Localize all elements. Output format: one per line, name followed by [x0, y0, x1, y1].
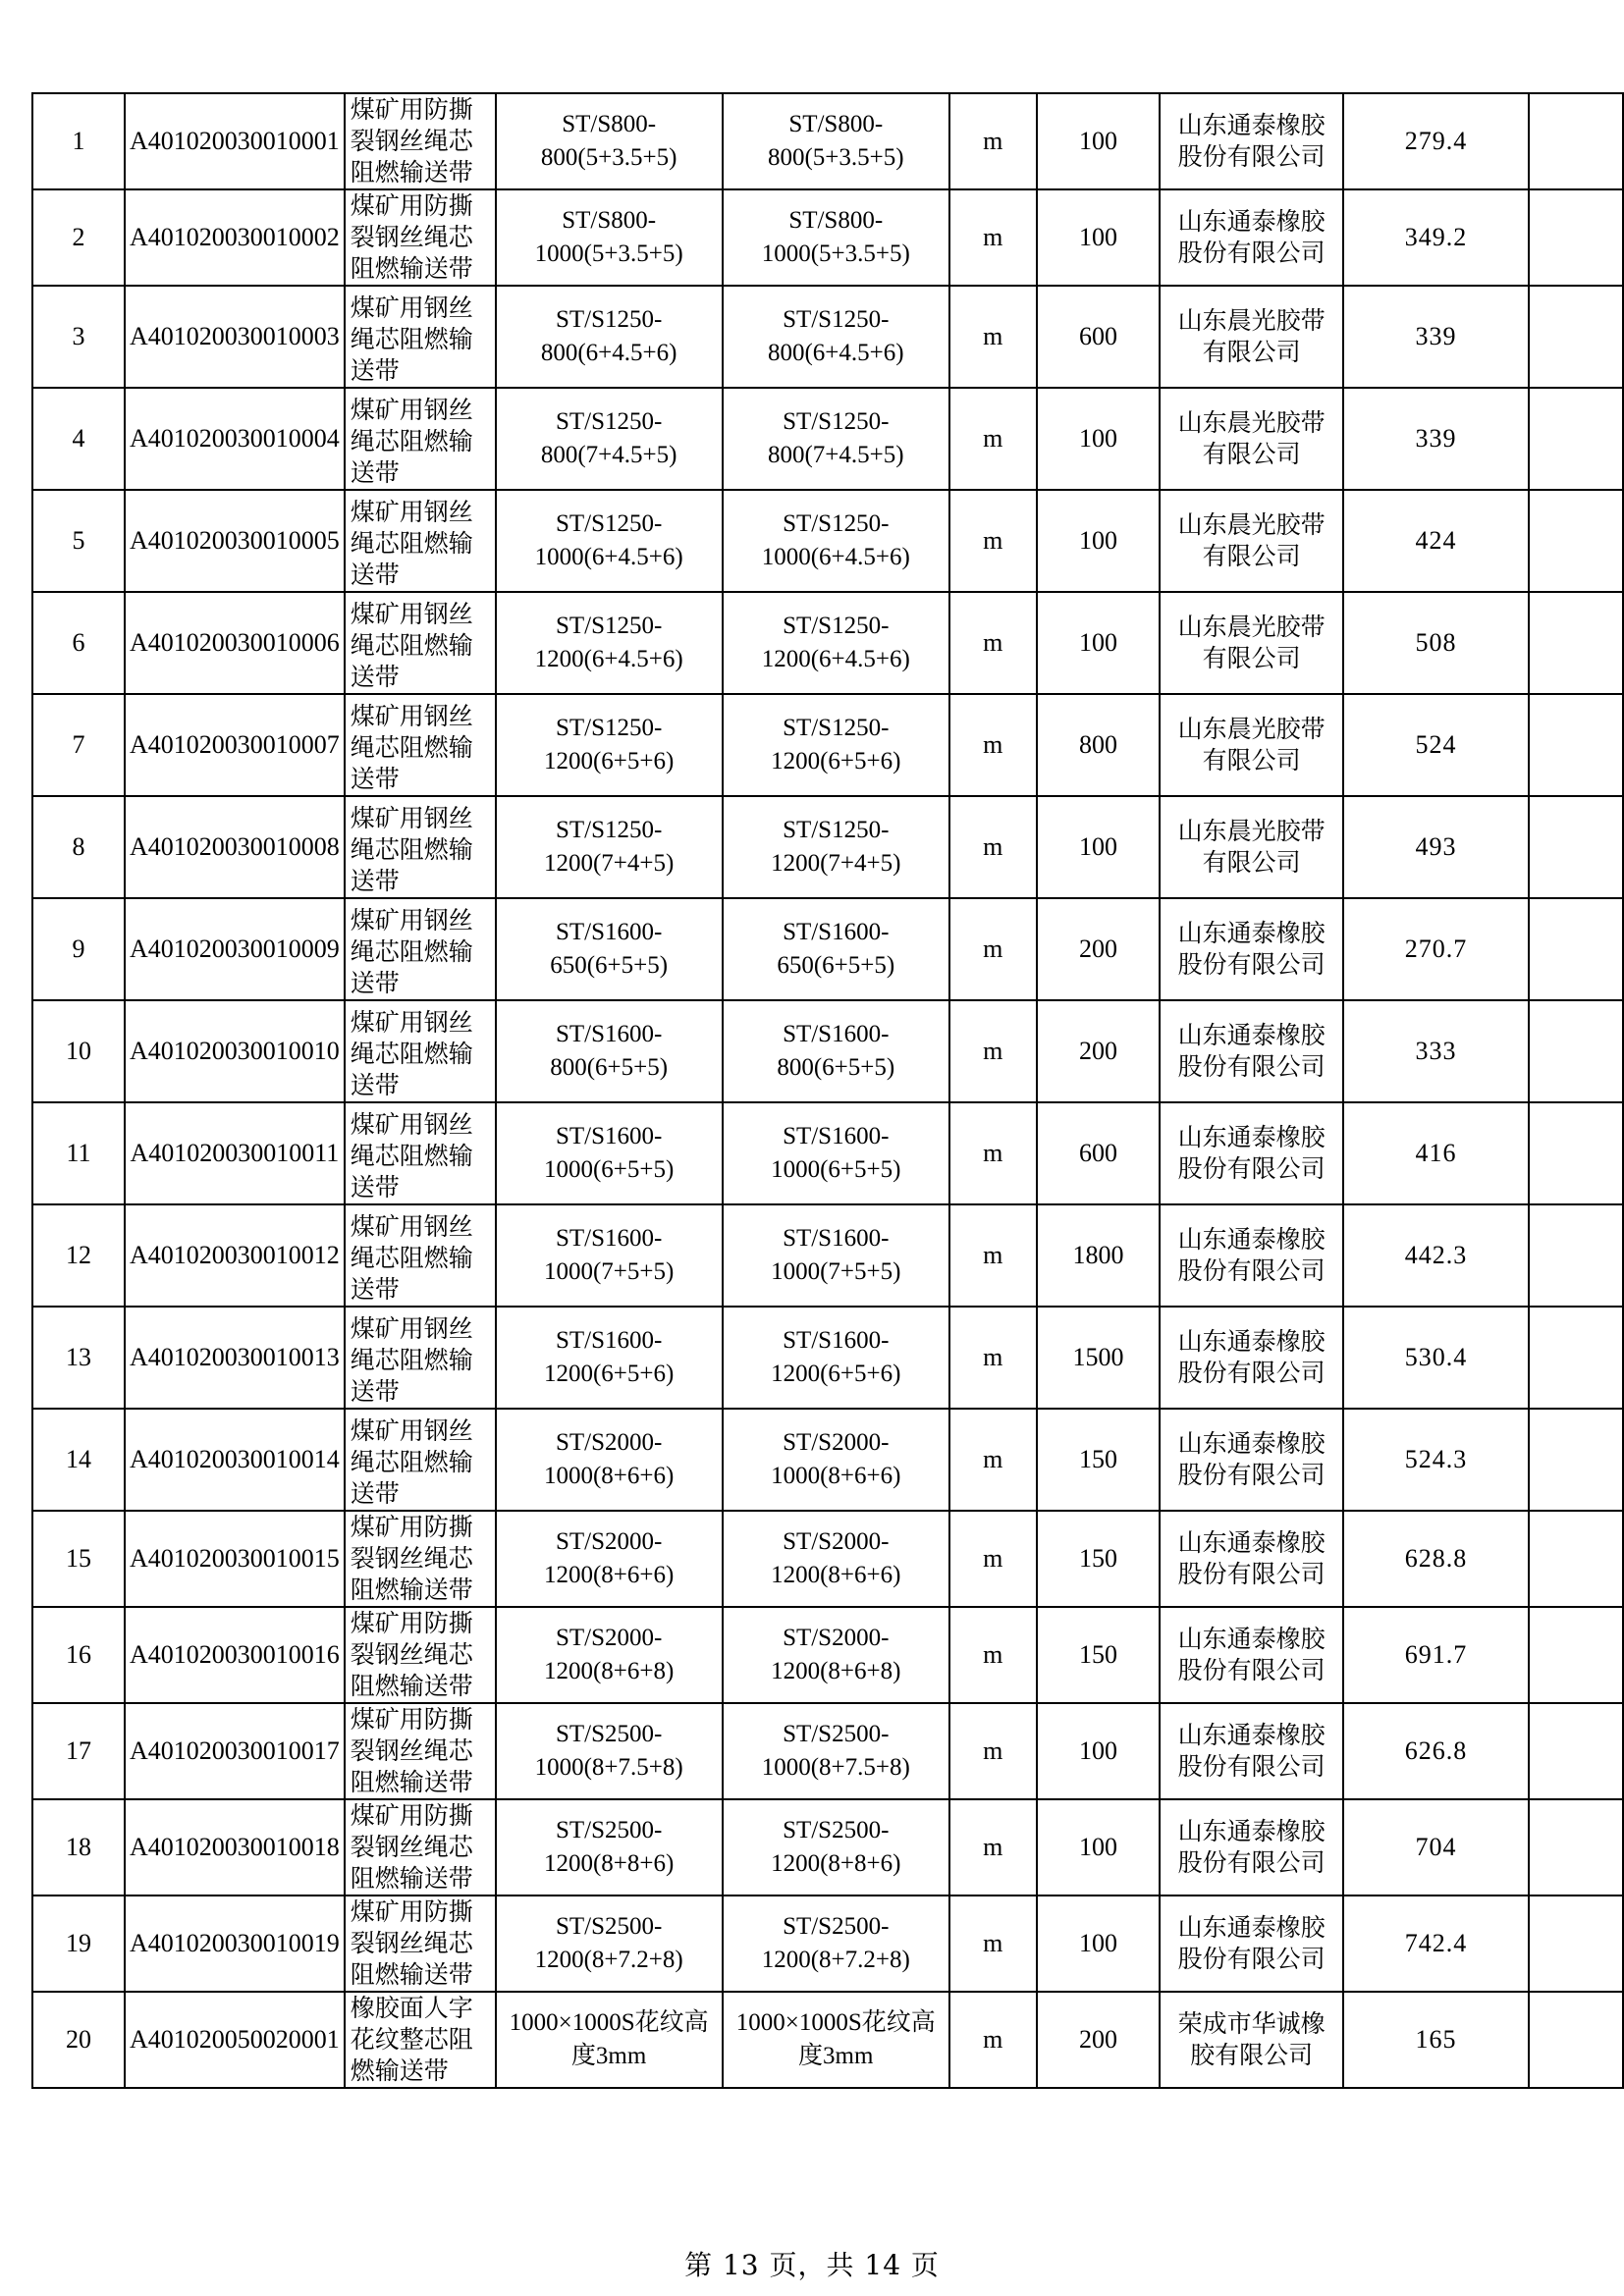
- cell-spec-model-alt: ST/S1600-800(6+5+5): [723, 1000, 949, 1102]
- table-row: [32, 1204, 1623, 1307]
- cell-quantity: 150: [1037, 1409, 1161, 1511]
- cell-remark: [1529, 1511, 1623, 1607]
- cell-unit-price: 424: [1343, 490, 1529, 592]
- table-row: [32, 796, 1623, 898]
- table-row: [32, 93, 1623, 189]
- cell-unit: m: [949, 1000, 1037, 1102]
- cell-material-code: A401020030010011: [125, 1102, 345, 1204]
- cell-material-code: A401020030010009: [125, 898, 345, 1000]
- cell-spec-model-alt: ST/S1600-1000(7+5+5): [723, 1204, 949, 1307]
- cell-unit-price: 333: [1343, 1000, 1529, 1102]
- cell-unit-price: 339: [1343, 388, 1529, 490]
- cell-unit: m: [949, 1511, 1037, 1607]
- cell-unit: m: [949, 796, 1037, 898]
- table-row: [32, 490, 1623, 592]
- cell-manufacturer: 山东晨光胶带有限公司: [1160, 796, 1343, 898]
- cell-unit: m: [949, 189, 1037, 286]
- cell-remark: [1529, 189, 1623, 286]
- cell-material-name: 煤矿用钢丝绳芯阻燃输送带: [345, 1307, 496, 1409]
- cell-spec-model: ST/S1600-1200(6+5+6): [496, 1307, 723, 1409]
- cell-unit-price: 416: [1343, 1102, 1529, 1204]
- cell-unit-price: 626.8: [1343, 1703, 1529, 1799]
- table-row: [32, 1000, 1623, 1102]
- cell-manufacturer: 山东通泰橡胶股份有限公司: [1160, 1607, 1343, 1703]
- cell-unit: m: [949, 1703, 1037, 1799]
- cell-material-code: A401020030010001: [125, 93, 345, 189]
- cell-quantity: 200: [1037, 898, 1161, 1000]
- cell-material-name: 煤矿用钢丝绳芯阻燃输送带: [345, 388, 496, 490]
- cell-material-name: 煤矿用钢丝绳芯阻燃输送带: [345, 1409, 496, 1511]
- cell-spec-model-alt: ST/S1250-800(6+4.5+6): [723, 286, 949, 388]
- cell-unit: m: [949, 1992, 1037, 2088]
- table-row: [32, 388, 1623, 490]
- cell-material-name: 煤矿用防撕裂钢丝绳芯阻燃输送带: [345, 93, 496, 189]
- table-row: [32, 1607, 1623, 1703]
- page-footer: 第 13 页，共 14 页: [684, 2249, 940, 2281]
- cell-manufacturer: 山东通泰橡胶股份有限公司: [1160, 1703, 1343, 1799]
- cell-remark: [1529, 694, 1623, 796]
- cell-quantity: 150: [1037, 1511, 1161, 1607]
- cell-spec-model-alt: ST/S2000-1200(8+6+8): [723, 1607, 949, 1703]
- cell-spec-model-alt: ST/S1600-1000(6+5+5): [723, 1102, 949, 1204]
- cell-quantity: 800: [1037, 694, 1161, 796]
- cell-manufacturer: 山东通泰橡胶股份有限公司: [1160, 1307, 1343, 1409]
- cell-spec-model-alt: ST/S2500-1200(8+8+6): [723, 1799, 949, 1896]
- cell-material-code: A401020030010007: [125, 694, 345, 796]
- cell-quantity: 100: [1037, 388, 1161, 490]
- cell-quantity: 1800: [1037, 1204, 1161, 1307]
- cell-row-number: 15: [32, 1511, 125, 1607]
- cell-quantity: 100: [1037, 1799, 1161, 1896]
- cell-unit-price: 691.7: [1343, 1607, 1529, 1703]
- cell-manufacturer: 山东通泰橡胶股份有限公司: [1160, 1204, 1343, 1307]
- table-row: [32, 592, 1623, 694]
- cell-spec-model: ST/S1250-1200(6+4.5+6): [496, 592, 723, 694]
- cell-quantity: 100: [1037, 93, 1161, 189]
- table-row: [32, 286, 1623, 388]
- cell-unit: m: [949, 93, 1037, 189]
- cell-unit-price: 349.2: [1343, 189, 1529, 286]
- table-row: [32, 1307, 1623, 1409]
- cell-unit-price: 704: [1343, 1799, 1529, 1896]
- cell-spec-model: 1000×1000S花纹高度3mm: [496, 1992, 723, 2088]
- cell-spec-model-alt: ST/S1250-1000(6+4.5+6): [723, 490, 949, 592]
- cell-remark: [1529, 1703, 1623, 1799]
- cell-material-name: 煤矿用防撕裂钢丝绳芯阻燃输送带: [345, 1896, 496, 1992]
- cell-material-name: 橡胶面人字花纹整芯阻燃输送带: [345, 1992, 496, 2088]
- cell-material-code: A401020030010018: [125, 1799, 345, 1896]
- cell-material-name: 煤矿用防撕裂钢丝绳芯阻燃输送带: [345, 1607, 496, 1703]
- cell-row-number: 19: [32, 1896, 125, 1992]
- table-row: [32, 694, 1623, 796]
- cell-unit: m: [949, 898, 1037, 1000]
- cell-manufacturer: 山东通泰橡胶股份有限公司: [1160, 93, 1343, 189]
- cell-spec-model-alt: ST/S1250-800(7+4.5+5): [723, 388, 949, 490]
- cell-material-code: A401020030010019: [125, 1896, 345, 1992]
- cell-material-name: 煤矿用钢丝绳芯阻燃输送带: [345, 286, 496, 388]
- cell-unit-price: 442.3: [1343, 1204, 1529, 1307]
- cell-material-name: 煤矿用防撕裂钢丝绳芯阻燃输送带: [345, 189, 496, 286]
- cell-spec-model: ST/S2000-1000(8+6+6): [496, 1409, 723, 1511]
- cell-remark: [1529, 592, 1623, 694]
- cell-manufacturer: 山东通泰橡胶股份有限公司: [1160, 1409, 1343, 1511]
- cell-spec-model: ST/S1250-1000(6+4.5+6): [496, 490, 723, 592]
- cell-manufacturer: 山东晨光胶带有限公司: [1160, 388, 1343, 490]
- cell-material-name: 煤矿用钢丝绳芯阻燃输送带: [345, 1204, 496, 1307]
- cell-remark: [1529, 388, 1623, 490]
- cell-row-number: 10: [32, 1000, 125, 1102]
- cell-spec-model-alt: ST/S1250-1200(6+5+6): [723, 694, 949, 796]
- cell-remark: [1529, 1992, 1623, 2088]
- cell-spec-model-alt: ST/S1250-1200(6+4.5+6): [723, 592, 949, 694]
- cell-material-code: A401020030010005: [125, 490, 345, 592]
- cell-remark: [1529, 286, 1623, 388]
- cell-material-code: A401020030010002: [125, 189, 345, 286]
- cell-row-number: 7: [32, 694, 125, 796]
- cell-spec-model-alt: 1000×1000S花纹高度3mm: [723, 1992, 949, 2088]
- cell-spec-model: ST/S800-1000(5+3.5+5): [496, 189, 723, 286]
- cell-material-name: 煤矿用防撕裂钢丝绳芯阻燃输送带: [345, 1799, 496, 1896]
- cell-spec-model: ST/S1250-1200(7+4+5): [496, 796, 723, 898]
- cell-quantity: 1500: [1037, 1307, 1161, 1409]
- cell-manufacturer: 荣成市华诚橡胶有限公司: [1160, 1992, 1343, 2088]
- cell-unit-price: 628.8: [1343, 1511, 1529, 1607]
- cell-row-number: 12: [32, 1204, 125, 1307]
- table-row: [32, 1703, 1623, 1799]
- cell-material-code: A401020050020001: [125, 1992, 345, 2088]
- cell-spec-model: ST/S1250-1200(6+5+6): [496, 694, 723, 796]
- cell-unit: m: [949, 1307, 1037, 1409]
- table-body: [32, 93, 1623, 2088]
- cell-unit-price: 742.4: [1343, 1896, 1529, 1992]
- cell-spec-model: ST/S2000-1200(8+6+6): [496, 1511, 723, 1607]
- cell-quantity: 600: [1037, 1102, 1161, 1204]
- cell-material-name: 煤矿用钢丝绳芯阻燃输送带: [345, 1000, 496, 1102]
- cell-remark: [1529, 490, 1623, 592]
- cell-unit: m: [949, 490, 1037, 592]
- cell-remark: [1529, 1000, 1623, 1102]
- cell-material-code: A401020030010015: [125, 1511, 345, 1607]
- table-row: [32, 1102, 1623, 1204]
- cell-material-code: A401020030010017: [125, 1703, 345, 1799]
- cell-spec-model-alt: ST/S1600-650(6+5+5): [723, 898, 949, 1000]
- cell-unit-price: 165: [1343, 1992, 1529, 2088]
- cell-manufacturer: 山东通泰橡胶股份有限公司: [1160, 1799, 1343, 1896]
- cell-manufacturer: 山东通泰橡胶股份有限公司: [1160, 189, 1343, 286]
- cell-spec-model-alt: ST/S1250-1200(7+4+5): [723, 796, 949, 898]
- cell-unit: m: [949, 1607, 1037, 1703]
- cell-manufacturer: 山东晨光胶带有限公司: [1160, 592, 1343, 694]
- cell-spec-model-alt: ST/S2000-1000(8+6+6): [723, 1409, 949, 1511]
- cell-remark: [1529, 1102, 1623, 1204]
- cell-quantity: 100: [1037, 1896, 1161, 1992]
- cell-unit-price: 493: [1343, 796, 1529, 898]
- cell-row-number: 1: [32, 93, 125, 189]
- cell-material-name: 煤矿用钢丝绳芯阻燃输送带: [345, 694, 496, 796]
- cell-quantity: 150: [1037, 1607, 1161, 1703]
- cell-unit: m: [949, 694, 1037, 796]
- cell-quantity: 600: [1037, 286, 1161, 388]
- cell-manufacturer: 山东晨光胶带有限公司: [1160, 286, 1343, 388]
- cell-remark: [1529, 1607, 1623, 1703]
- cell-material-code: A401020030010012: [125, 1204, 345, 1307]
- cell-quantity: 100: [1037, 1703, 1161, 1799]
- cell-unit-price: 530.4: [1343, 1307, 1529, 1409]
- cell-unit: m: [949, 388, 1037, 490]
- cell-material-name: 煤矿用防撕裂钢丝绳芯阻燃输送带: [345, 1511, 496, 1607]
- cell-material-name: 煤矿用钢丝绳芯阻燃输送带: [345, 796, 496, 898]
- cell-remark: [1529, 1307, 1623, 1409]
- cell-unit-price: 524.3: [1343, 1409, 1529, 1511]
- cell-quantity: 100: [1037, 189, 1161, 286]
- cell-manufacturer: 山东通泰橡胶股份有限公司: [1160, 898, 1343, 1000]
- cell-spec-model: ST/S1600-800(6+5+5): [496, 1000, 723, 1102]
- cell-unit: m: [949, 1204, 1037, 1307]
- cell-manufacturer: 山东通泰橡胶股份有限公司: [1160, 1511, 1343, 1607]
- cell-manufacturer: 山东通泰橡胶股份有限公司: [1160, 1896, 1343, 1992]
- cell-remark: [1529, 1204, 1623, 1307]
- cell-row-number: 6: [32, 592, 125, 694]
- cell-material-code: A401020030010016: [125, 1607, 345, 1703]
- cell-spec-model: ST/S1600-1000(7+5+5): [496, 1204, 723, 1307]
- cell-remark: [1529, 93, 1623, 189]
- cell-manufacturer: 山东晨光胶带有限公司: [1160, 490, 1343, 592]
- cell-material-code: A401020030010013: [125, 1307, 345, 1409]
- cell-material-code: A401020030010004: [125, 388, 345, 490]
- cell-row-number: 11: [32, 1102, 125, 1204]
- cell-spec-model-alt: ST/S2000-1200(8+6+6): [723, 1511, 949, 1607]
- cell-spec-model-alt: ST/S800-800(5+3.5+5): [723, 93, 949, 189]
- cell-material-name: 煤矿用钢丝绳芯阻燃输送带: [345, 592, 496, 694]
- cell-quantity: 100: [1037, 796, 1161, 898]
- table-row: [32, 1511, 1623, 1607]
- cell-quantity: 100: [1037, 592, 1161, 694]
- cell-spec-model-alt: ST/S1600-1200(6+5+6): [723, 1307, 949, 1409]
- cell-remark: [1529, 796, 1623, 898]
- cell-unit-price: 270.7: [1343, 898, 1529, 1000]
- cell-remark: [1529, 898, 1623, 1000]
- cell-remark: [1529, 1896, 1623, 1992]
- cell-material-name: 煤矿用钢丝绳芯阻燃输送带: [345, 1102, 496, 1204]
- cell-unit: m: [949, 1896, 1037, 1992]
- cell-remark: [1529, 1799, 1623, 1896]
- price-table: [31, 92, 1624, 2089]
- cell-spec-model-alt: ST/S2500-1200(8+7.2+8): [723, 1896, 949, 1992]
- cell-spec-model: ST/S1600-650(6+5+5): [496, 898, 723, 1000]
- cell-manufacturer: 山东通泰橡胶股份有限公司: [1160, 1102, 1343, 1204]
- cell-row-number: 8: [32, 796, 125, 898]
- cell-unit: m: [949, 1409, 1037, 1511]
- cell-row-number: 20: [32, 1992, 125, 2088]
- cell-row-number: 3: [32, 286, 125, 388]
- cell-manufacturer: 山东晨光胶带有限公司: [1160, 694, 1343, 796]
- cell-material-code: A401020030010014: [125, 1409, 345, 1511]
- cell-unit: m: [949, 286, 1037, 388]
- cell-spec-model: ST/S2500-1000(8+7.5+8): [496, 1703, 723, 1799]
- cell-material-code: A401020030010003: [125, 286, 345, 388]
- cell-material-code: A401020030010010: [125, 1000, 345, 1102]
- cell-row-number: 5: [32, 490, 125, 592]
- cell-quantity: 200: [1037, 1000, 1161, 1102]
- table-row: [32, 1992, 1623, 2088]
- cell-manufacturer: 山东通泰橡胶股份有限公司: [1160, 1000, 1343, 1102]
- table-row: [32, 189, 1623, 286]
- cell-spec-model: ST/S800-800(5+3.5+5): [496, 93, 723, 189]
- cell-spec-model: ST/S1250-800(6+4.5+6): [496, 286, 723, 388]
- cell-remark: [1529, 1409, 1623, 1511]
- cell-spec-model: ST/S2500-1200(8+8+6): [496, 1799, 723, 1896]
- cell-quantity: 100: [1037, 490, 1161, 592]
- table-row: [32, 1799, 1623, 1896]
- cell-unit-price: 524: [1343, 694, 1529, 796]
- cell-row-number: 2: [32, 189, 125, 286]
- cell-row-number: 18: [32, 1799, 125, 1896]
- cell-unit: m: [949, 1102, 1037, 1204]
- cell-material-name: 煤矿用防撕裂钢丝绳芯阻燃输送带: [345, 1703, 496, 1799]
- cell-row-number: 14: [32, 1409, 125, 1511]
- table-row: [32, 1896, 1623, 1992]
- cell-quantity: 200: [1037, 1992, 1161, 2088]
- cell-material-name: 煤矿用钢丝绳芯阻燃输送带: [345, 898, 496, 1000]
- cell-unit-price: 508: [1343, 592, 1529, 694]
- cell-material-code: A401020030010006: [125, 592, 345, 694]
- cell-row-number: 9: [32, 898, 125, 1000]
- cell-spec-model: ST/S1600-1000(6+5+5): [496, 1102, 723, 1204]
- cell-spec-model: ST/S1250-800(7+4.5+5): [496, 388, 723, 490]
- cell-spec-model: ST/S2500-1200(8+7.2+8): [496, 1896, 723, 1992]
- cell-unit: m: [949, 1799, 1037, 1896]
- cell-unit-price: 339: [1343, 286, 1529, 388]
- cell-spec-model-alt: ST/S2500-1000(8+7.5+8): [723, 1703, 949, 1799]
- cell-material-code: A401020030010008: [125, 796, 345, 898]
- cell-spec-model: ST/S2000-1200(8+6+8): [496, 1607, 723, 1703]
- cell-row-number: 16: [32, 1607, 125, 1703]
- cell-row-number: 4: [32, 388, 125, 490]
- cell-spec-model-alt: ST/S800-1000(5+3.5+5): [723, 189, 949, 286]
- table-row: [32, 898, 1623, 1000]
- cell-material-name: 煤矿用钢丝绳芯阻燃输送带: [345, 490, 496, 592]
- cell-unit: m: [949, 592, 1037, 694]
- cell-unit-price: 279.4: [1343, 93, 1529, 189]
- cell-row-number: 13: [32, 1307, 125, 1409]
- cell-row-number: 17: [32, 1703, 125, 1799]
- table-row: [32, 1409, 1623, 1511]
